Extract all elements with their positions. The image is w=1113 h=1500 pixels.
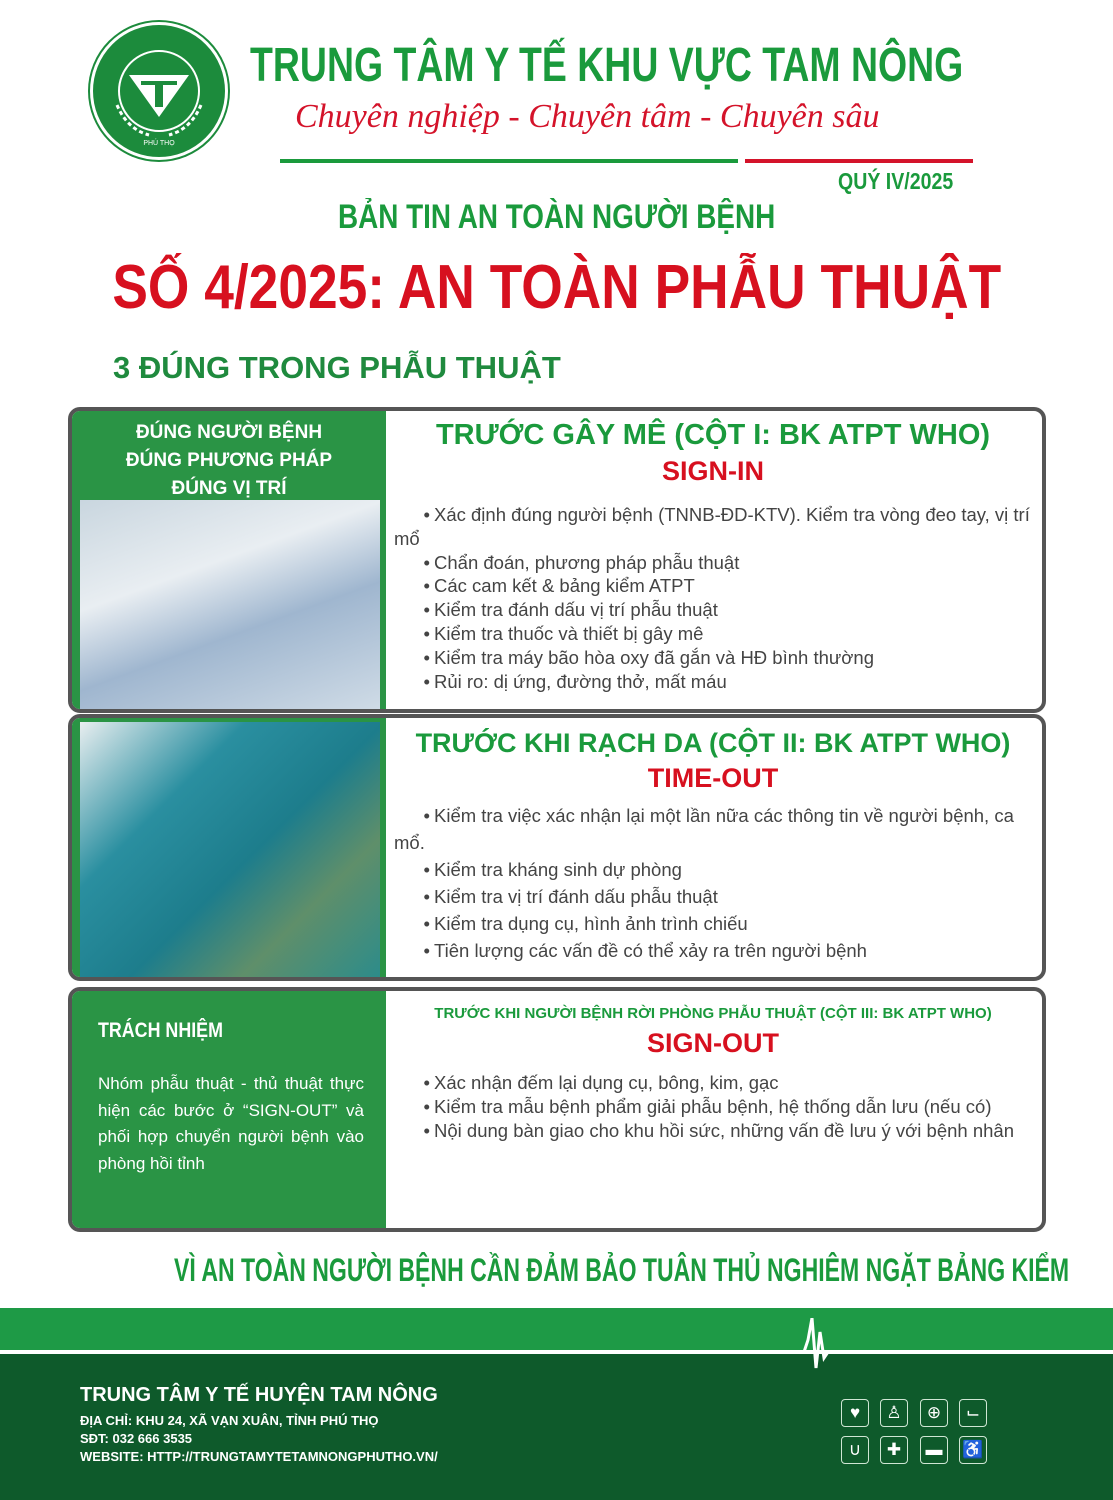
left-line: ĐÚNG NGƯỜI BỆNH [135, 422, 323, 443]
responsibility-title: TRÁCH NHIỆM [98, 1019, 223, 1042]
checklist-item: • Nội dung bàn giao cho khu hồi sức, những vấn đề lưu ý với bệnh nhân [423, 1119, 1015, 1141]
section-heading: TRƯỚC GÂY MÊ (CỘT I: BK ATPT WHO) [435, 419, 991, 451]
wheelchair-icon: ♿ [959, 1436, 987, 1464]
phase-label: SIGN-OUT [647, 1028, 779, 1058]
title-text: TRUNG TÂM Y TẾ KHU VỰC TAM NÔNG [250, 39, 964, 92]
section-sign-in [68, 407, 1046, 713]
checklist-item: • Kiểm tra mẫu bệnh phẩm giải phẫu bệnh, hệ thống dẫn lưu (nếu có) [423, 1095, 992, 1117]
checklist-item: • Xác định đúng người bệnh (TNNB-ĐD-KTV). Kiểm tra vòng đeo tay, vị trí mổ [394, 504, 1030, 549]
section-content [394, 991, 1032, 1142]
checklist-item: • Kiểm tra việc xác nhận lại một lần nữa các thông tin về người bệnh, ca mổ. [394, 805, 1014, 853]
hospital-logo [90, 22, 228, 160]
section-content [394, 718, 1032, 964]
heartbeat-icon [790, 1318, 850, 1388]
section-content [394, 411, 1032, 693]
issue-title [0, 252, 1113, 323]
svg-text:PHÚ THỌ: PHÚ THỌ [143, 140, 175, 147]
checklist-item: • Kiểm tra dụng cụ, hình ảnh trình chiếu [423, 913, 748, 934]
section-time-out [68, 714, 1046, 981]
three-correct-list [72, 419, 386, 503]
footer-band [0, 1308, 1113, 1350]
left-panel [72, 411, 386, 709]
checklist-item: • Rủi ro: dị ứng, đường thở, mất máu [423, 670, 727, 692]
checklist-item: • Kiểm tra đánh dấu vị trí phẫu thuật [423, 599, 718, 621]
hospital-bed-icon: ⌙ [959, 1399, 987, 1427]
checklist-item: • Kiểm tra kháng sinh dự phòng [423, 859, 682, 880]
section-heading: TRƯỚC KHI NGƯỜI BỆNH RỜI PHÒNG PHẪU THUẬT (CỘT III: BK ATPT WHO) [434, 1005, 992, 1022]
phase-label: SIGN-IN [661, 456, 764, 486]
footer-address: ĐỊA CHỈ: KHU 24, XÃ VẠN XUÂN, TỈNH PHÚ THỌ [80, 1413, 379, 1428]
nurse-icon: ♙ [880, 1399, 908, 1427]
tagline-text: VÌ AN TOÀN NGƯỜI BỆNH CẦN ĐẢM BẢO TUÂN THỦ NGHIÊM NGẶT BẢNG KIỂM [174, 1252, 1070, 1288]
patient-photo [80, 500, 380, 709]
header-title [250, 38, 1113, 93]
first-aid-kit-icon: ⊕ [920, 1399, 948, 1427]
left-line: ĐÚNG VỊ TRÍ [171, 478, 287, 499]
left-panel [72, 991, 386, 1228]
medical-cross-icon: ✚ [880, 1436, 908, 1464]
checklist-item: • Kiểm tra vị trí đánh dấu phẫu thuật [423, 886, 718, 907]
checklist-item: • Tiên lượng các vấn đề có thể xảy ra trên người bệnh [423, 940, 867, 961]
section-sign-out [68, 987, 1046, 1232]
slogan: Chuyên nghiệp - Chuyên tâm - Chuyên sâu [295, 98, 880, 135]
checklist-item: • Kiểm tra máy bão hòa oxy đã gắn và HĐ bình thường [423, 646, 874, 668]
section-heading: TRƯỚC KHI RẠCH DA (CỘT II: BK ATPT WHO) [415, 728, 1011, 758]
phase-label: TIME-OUT [647, 763, 779, 793]
checklist-item: • Xác nhận đếm lại dụng cụ, bông, kim, gạc [423, 1072, 779, 1093]
bulletin-text: BẢN TIN AN TOÀN NGƯỜI BỆNH [337, 198, 776, 236]
green-divider [280, 159, 738, 163]
issue-text: SỐ 4/2025: AN TOÀN PHẪU THUẬT [112, 253, 1001, 322]
checklist [394, 1071, 1032, 1142]
footer [0, 1354, 1113, 1500]
checklist-item: • Chẩn đoán, phương pháp phẫu thuật [423, 551, 740, 573]
footer-name: TRUNG TÂM Y TẾ HUYỆN TAM NÔNG [80, 1384, 438, 1406]
left-panel [72, 718, 386, 977]
ambulance-icon: ▬ [920, 1436, 948, 1464]
stethoscope-icon: ∪ [841, 1436, 869, 1464]
surgery-photo [80, 722, 380, 977]
section-subtitle: 3 ĐÚNG TRONG PHẪU THUẬT [113, 350, 561, 385]
checklist-item: • Các cam kết & bảng kiểm ATPT [423, 575, 695, 597]
tagline [0, 1252, 1113, 1289]
footer-website[interactable]: WEBSITE: HTTP://TRUNGTAMYTETAMNONGPHUTHO.VN/ [80, 1449, 438, 1464]
quarter-label [838, 168, 974, 195]
checklist-item: • Kiểm tra thuốc và thiết bị gây mê [423, 622, 704, 644]
checklist [394, 503, 1032, 693]
bulletin-title [0, 198, 1113, 237]
red-divider [745, 159, 973, 163]
heart-rate-icon: ♥ [841, 1399, 869, 1427]
checklist [394, 802, 1032, 964]
responsibility-text: Nhóm phẫu thuật - thủ thuật thực hiện các bước ở “SIGN-OUT” và phối hợp chuyển người bệnh vào phòng hồi tỉnh [98, 1074, 364, 1173]
left-line: ĐÚNG PHƯƠNG PHÁP [125, 450, 333, 471]
footer-phone: SĐT: 032 666 3535 [80, 1431, 193, 1446]
quarter-text: QUÝ IV/2025 [838, 168, 954, 194]
